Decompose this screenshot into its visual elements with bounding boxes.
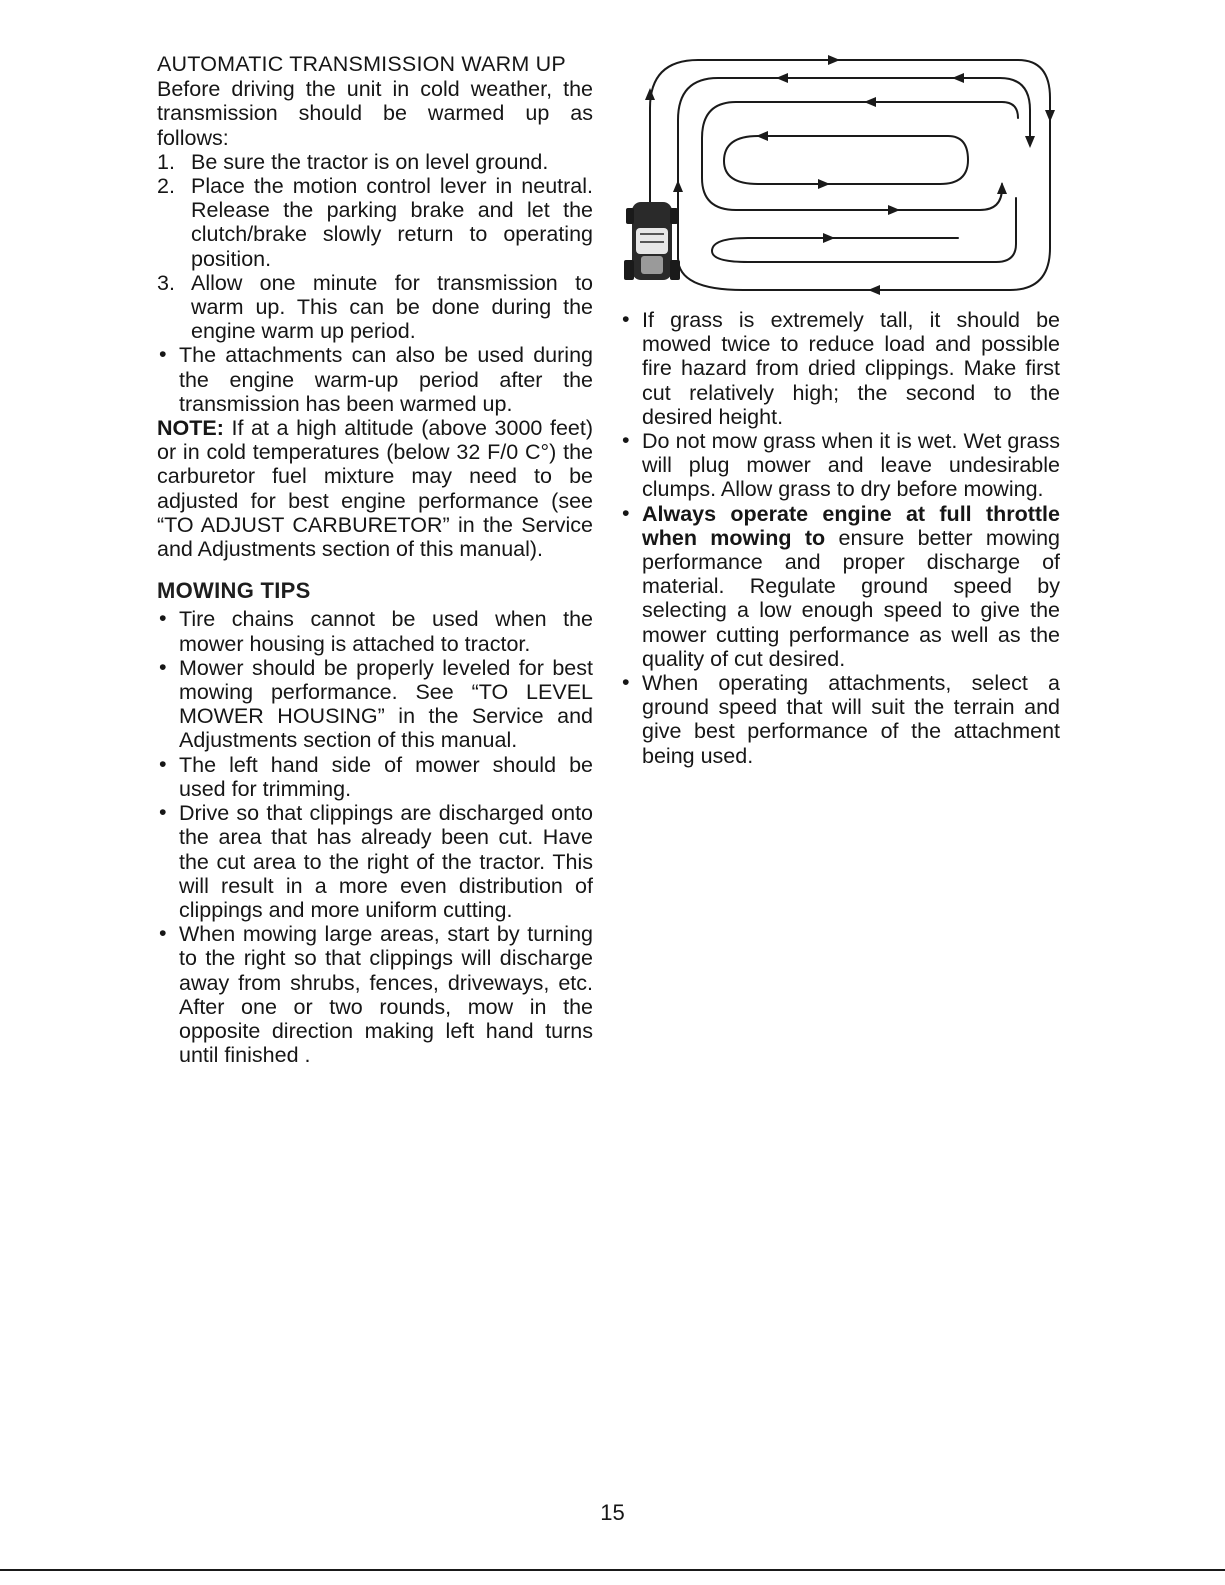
list-item [157, 922, 593, 1067]
note-label: NOTE: [157, 416, 224, 441]
tip-text: Do not mow grass when it is wet. Wet grass will plug mower and leave undesirable clumps. Allow grass to dry before mowing. [642, 429, 1060, 502]
list-item [620, 308, 1060, 429]
list-item [157, 656, 593, 753]
direction-arrows [645, 55, 1055, 295]
warmup-steps [157, 150, 593, 344]
step-number: 2. [157, 174, 175, 199]
tip-bold-text: Always operate engine at full throttle when mowing to [642, 501, 1060, 550]
path-bottom-pass [712, 198, 1016, 262]
note-paragraph [157, 416, 593, 561]
mowing-tips-list [157, 607, 593, 1067]
step-number: 3. [157, 270, 175, 295]
tip-text: When operating attachments, select a ground speed that will suit the terrain and give best performance of the attachment being used. [642, 671, 1060, 768]
bullet-icon: • [159, 751, 167, 776]
step-text: Allow one minute for transmission to warm up. This can be done during the engine warm up period. [191, 270, 593, 344]
tip-text: When mowing large areas, start by turning to the right so that clippings will discharge away from shrubs, fences, driveways, etc. After one or two rounds, mow in the opposite direction making left hand turns until finished . [179, 922, 593, 1068]
bullet-icon: • [622, 670, 630, 695]
bullet-icon: • [159, 606, 167, 631]
warmup-step [157, 150, 593, 174]
arrow-up-icon [645, 88, 655, 100]
warmup-step [157, 174, 593, 271]
path-outer-loop [650, 60, 1050, 290]
list-item [620, 671, 1060, 768]
bullet-icon: • [159, 342, 167, 367]
arrow-left-icon [952, 73, 964, 83]
arrow-up-icon [673, 180, 683, 192]
arrow-left-icon [756, 131, 768, 141]
bottom-rule [0, 1569, 1225, 1571]
tractor-icon [624, 202, 680, 280]
arrow-left-icon [776, 73, 788, 83]
mowing-pattern-diagram [618, 48, 1068, 300]
list-item [157, 753, 593, 801]
mowing-tips-title: MOWING TIPS [157, 578, 311, 604]
path-third-loop [702, 102, 1018, 210]
arrow-right-icon [888, 205, 900, 215]
tip-text: The left hand side of mower should be used for trimming. [179, 752, 593, 801]
arrow-left-icon [868, 285, 880, 295]
tip-text: Tire chains cannot be used when the mower housing is attached to tractor. [179, 607, 593, 656]
arrow-right-icon [828, 55, 840, 65]
warmup-intro: Before driving the unit in cold weather, the transmission should be warmed up as follows: [157, 77, 593, 150]
arrow-up-icon [997, 182, 1007, 194]
tip-text: Mower should be properly leveled for best mowing performance. See “TO LEVEL MOWER HOUSING” in the Service and Adjustments section of this manual. [179, 655, 593, 753]
step-number: 1. [157, 149, 175, 174]
page-number: 15 [600, 1500, 625, 1525]
list-item [157, 607, 593, 655]
arrow-down-icon [1025, 136, 1035, 148]
left-column [157, 52, 593, 1067]
tip-text: If grass is extremely tall, it should be mowed twice to reduce load and possible fire hazard from dried clippings. Make first cut relatively high; the second to the desired height. [642, 308, 1060, 429]
bullet-icon: • [159, 921, 167, 946]
list-item [157, 343, 593, 416]
bullet-icon: • [159, 800, 167, 825]
bullet-icon: • [159, 654, 167, 679]
step-text: Be sure the tractor is on level ground. [191, 149, 549, 174]
arrow-right-icon [818, 179, 830, 189]
right-column [620, 308, 1060, 768]
warmup-step [157, 271, 593, 344]
arrow-right-icon [823, 233, 835, 243]
path-inner-loop [724, 136, 968, 184]
warmup-bullets [157, 343, 593, 416]
transmission-warmup-heading: AUTOMATIC TRANSMISSION WARM UP [157, 52, 566, 76]
bullet-icon: • [622, 500, 630, 525]
tip-text: Drive so that clippings are discharged onto the area that has already been cut. Have the cut area to the right of the tractor. This will result in a more even distribution of clippings and more uniform cutting. [179, 801, 593, 922]
bullet-text: The attachments can also be used during the engine warm-up period after the transmission has been warmed up. [179, 343, 593, 416]
mowing-pattern-svg [618, 48, 1068, 300]
step-text: Place the motion control lever in neutral. Release the parking brake and let the clutch/brake slowly return to operating position. [191, 174, 593, 271]
tip-text: ensure better mowing performance and proper discharge of material. Regulate ground speed by selecting a low enough speed to give the mower cutting performance as well as the quality of cut desired. [642, 525, 1060, 671]
list-item [620, 429, 1060, 502]
bullet-icon: • [622, 428, 630, 453]
bullet-icon: • [622, 307, 630, 331]
mowing-tips-continued [620, 308, 1060, 768]
list-item [157, 801, 593, 922]
list-item [620, 502, 1060, 671]
arrow-left-icon [864, 97, 876, 107]
path-second-loop [678, 78, 1030, 258]
arrow-down-icon [1045, 110, 1055, 122]
note-text: If at a high altitude (above 3000 feet) or in cold temperatures (below 32 F/0 C°) the carburetor fuel mixture may need to be adjusted for best engine performance (see “TO ADJUST CARBURETOR” in the Service and Adjustments section of this manual). [157, 416, 593, 562]
